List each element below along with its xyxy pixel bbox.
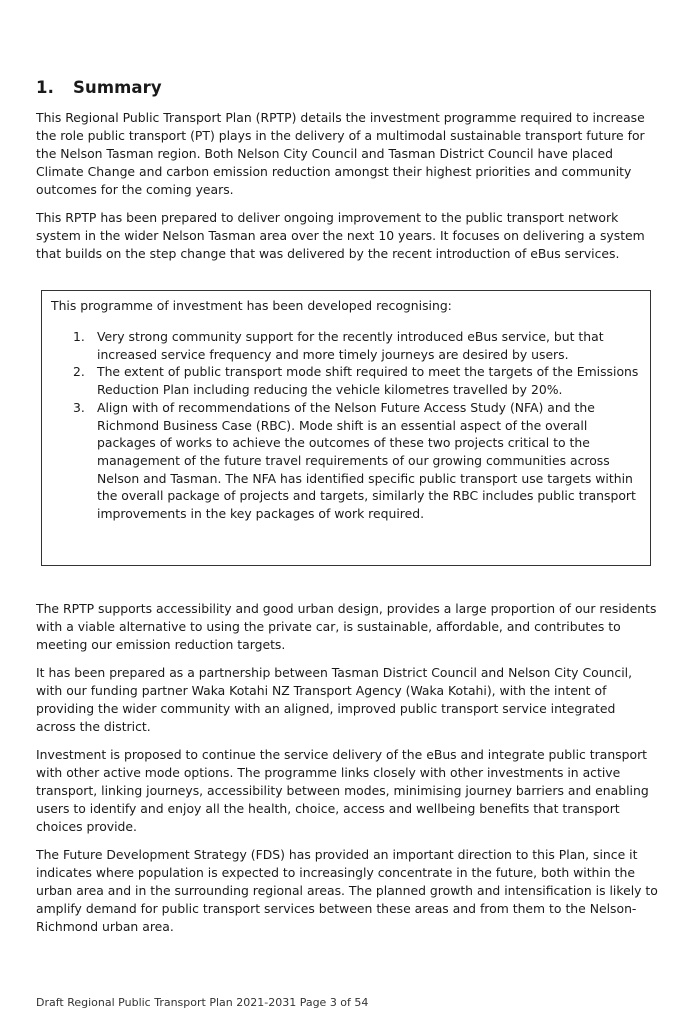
paragraph-fds: The Future Development Strategy (FDS) has provided an important direction to this Plan, since it indicates where population is expected to increasingly concentrate in the future, both within the urban area and in the surrounding regional areas. The planned growth and intensification is likely to amplify demand for public transport services between these areas and from them to the Nelson-Richmond urban area.: [36, 847, 658, 934]
list-item-text: Align with of recommendations of the Nelson Future Access Study (NFA) and the Richmond Business Case (RBC). Mode shift is an essential aspect of the overall packages of works to achieve the outcomes of these two projects critical to the management of the future travel requirements of our growing communities across Nelson and Tasman. The NFA has identified specific public transport use targets within the overall package of projects and targets, similarly the RBC includes public transport improvements in the key packages of work required.: [97, 399, 636, 522]
paragraph-rptp-purpose: This RPTP has been prepared to deliver ongoing improvement to the public transport network system in the wider Nelson Tasman area over the next 10 years. It focuses on delivering a system that builds on the step change that was delivered by the recent introduction of eBus services.: [36, 210, 645, 261]
list-marker: 1.: [73, 329, 85, 344]
list-item-text: The extent of public transport mode shift required to meet the targets of the Emissions Reduction Plan including reducing the vehicle kilometres travelled by 20%.: [97, 364, 639, 398]
paragraph-accessibility: The RPTP supports accessibility and good urban design, provides a large proportion of our residents with a viable alternative to using the private car, is sustainable, affordable, and contributes to meeting our emission reduction targets.: [36, 601, 657, 652]
paragraph-intro: This Regional Public Transport Plan (RPTP) details the investment programme required to increase the role public transport (PT) plays in the delivery of a multimodal sustainable transport future for the Nelson Tasman region. Both Nelson City Council and Tasman District Council have placed Climate Change and carbon emission reduction amongst their highest priorities and community outcomes for the coming years.: [36, 110, 645, 197]
recognition-list: [73, 328, 642, 523]
list-marker: 3.: [73, 399, 85, 415]
section-title: Summary: [73, 78, 162, 97]
list-marker: 2.: [73, 364, 85, 380]
section-number: 1.: [36, 78, 54, 97]
list-item: [73, 328, 642, 363]
paragraph-investment: Investment is proposed to continue the service delivery of the eBus and integrate public transport with other active mode options. The programme links closely with other investments in active transport, linking journeys, accessibility between modes, minimising journey barriers and enabling users to identify and enjoy all the health, choice, access and wellbeing benefits that transport choices provide.: [36, 747, 649, 834]
recognition-box: [41, 290, 651, 566]
list-item: [73, 363, 642, 398]
list-item-text: Very strong community support for the recently introduced eBus service, but that increased service frequency and more timely journeys are desired by users.: [97, 329, 604, 362]
box-intro: This programme of investment has been developed recognising:: [51, 298, 452, 313]
list-item: [73, 399, 642, 523]
page-footer: Draft Regional Public Transport Plan 2021-2031 Page 3 of 54: [36, 996, 369, 1009]
paragraph-partnership: It has been prepared as a partnership between Tasman District Council and Nelson City Council, with our funding partner Waka Kotahi NZ Transport Agency (Waka Kotahi), with the intent of providing the wider community with an aligned, improved public transport service integrated across the district.: [36, 665, 633, 734]
section-heading: [36, 78, 162, 97]
